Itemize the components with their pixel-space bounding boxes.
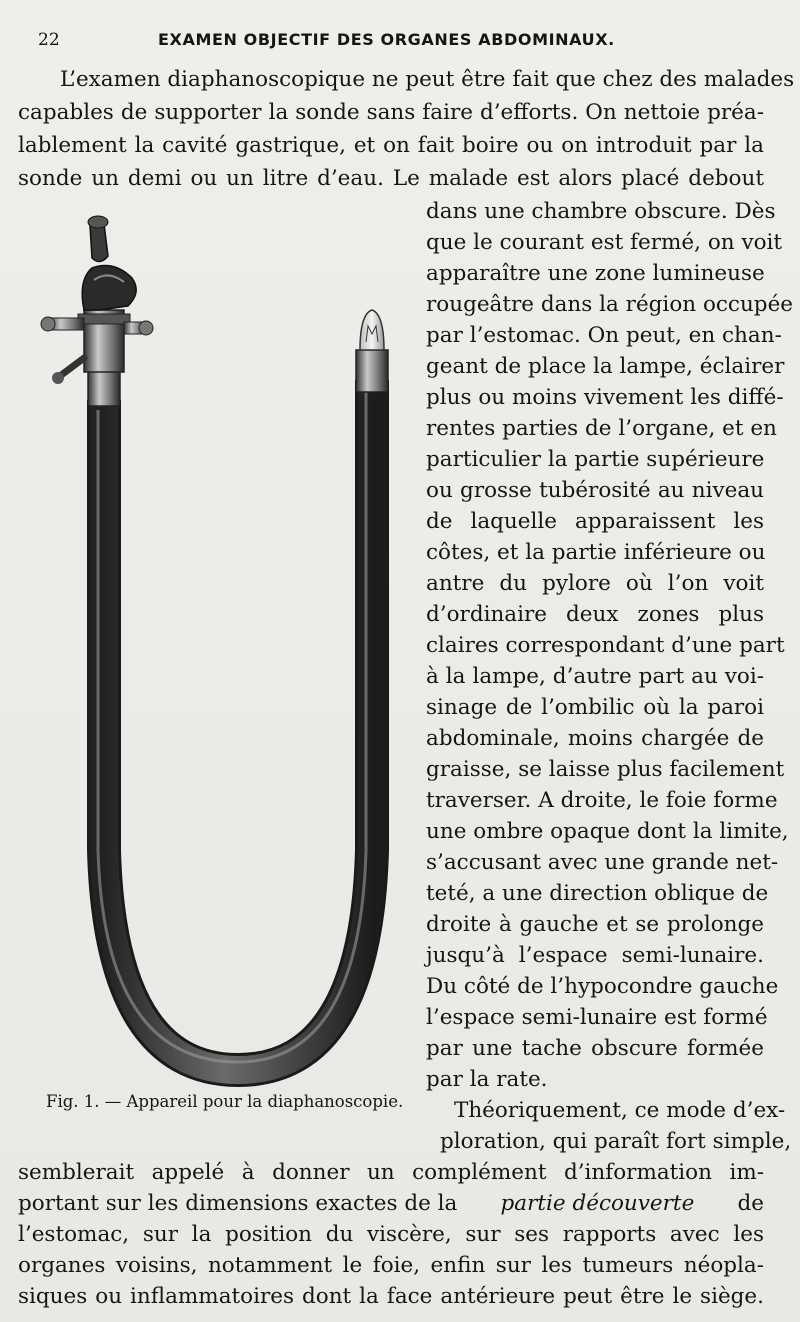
text-line: d’ordinaire deux zones plus <box>426 602 764 627</box>
text-line: capables de supporter la sonde sans faire d’efforts. On nettoie préa- <box>18 100 764 125</box>
text-line: L’examen diaphanoscopique ne peut être fait que chez des malades <box>60 67 795 92</box>
text-line-with-italic <box>18 1189 764 1219</box>
text-line: à la lampe, d’autre part au voi- <box>426 664 764 689</box>
page-number: 22 <box>38 30 60 50</box>
text-line: antre du pylore où l’on voit <box>426 571 764 596</box>
text-line: l’estomac, sur la position du viscère, sur ses rapports avec les <box>18 1222 764 1247</box>
italic-phrase: partie découverte <box>500 1191 695 1216</box>
text-line: l’espace semi-lunaire est formé <box>426 1005 768 1030</box>
text-line: sonde un demi ou un litre d’eau. Le malade est alors placé debout <box>18 166 764 191</box>
text-line: côtes, et la partie inférieure ou <box>426 540 766 565</box>
text-segment: portant sur les dimensions exactes de la <box>18 1191 458 1216</box>
diaphanoscope-tube-icon <box>38 210 418 1090</box>
text-line: graisse, se laisse plus facilement <box>426 757 785 782</box>
text-line: plus ou moins vivement les diffé- <box>426 385 784 410</box>
text-segment: de <box>737 1191 764 1216</box>
text-line: jusqu’à l’espace semi-lunaire. <box>426 943 764 968</box>
text-line: de laquelle apparaissent les <box>426 509 764 534</box>
text-line: geant de place la lampe, éclairer <box>426 354 785 379</box>
text-line: une ombre opaque dont la limite, <box>426 819 789 844</box>
page-header <box>38 30 768 60</box>
text-line: particulier la partie supérieure <box>426 447 765 472</box>
text-line: traverser. A droite, le foie forme <box>426 788 778 813</box>
text-line: par la rate. <box>426 1067 548 1092</box>
text-line: s’accusant avec une grande net- <box>426 850 779 875</box>
text-line: Théoriquement, ce mode d’ex- <box>454 1098 786 1123</box>
diaphanoscope-tube-illustration <box>38 210 418 1090</box>
text-line: rougeâtre dans la région occupée <box>426 292 794 317</box>
text-line: lablement la cavité gastrique, et on fait boire ou on introduit par la <box>18 133 764 158</box>
text-line: teté, a une direction oblique de <box>426 881 769 906</box>
text-line: siques ou inflammatoires dont la face antérieure peut être le siège. <box>18 1284 764 1309</box>
text-line: rentes parties de l’organe, et en <box>426 416 777 441</box>
text-line: ploration, qui paraît fort simple, <box>440 1129 792 1154</box>
text-line: semblerait appelé à donner un complément d’information im- <box>18 1160 764 1185</box>
text-line: par l’estomac. On peut, en chan- <box>426 323 782 348</box>
text-line: droite à gauche et se prolonge <box>426 912 764 937</box>
text-line: claires correspondant d’une part <box>426 633 785 658</box>
text-line: ou grosse tubérosité au niveau <box>426 478 764 503</box>
text-line: dans une chambre obscure. Dès <box>426 199 776 224</box>
text-line: sinage de l’ombilic où la paroi <box>426 695 764 720</box>
text-line: que le courant est fermé, on voit <box>426 230 783 255</box>
figure-caption: Fig. 1. — Appareil pour la diaphanoscopie. <box>46 1092 404 1111</box>
text-line: organes voisins, notamment le foie, enfin sur les tumeurs néopla- <box>18 1253 764 1278</box>
text-line: par une tache obscure formée <box>426 1036 764 1061</box>
text-line: abdominale, moins chargée de <box>426 726 764 751</box>
running-title: EXAMEN OBJECTIF DES ORGANES ABDOMINAUX. <box>158 30 615 49</box>
text-line: apparaître une zone lumineuse <box>426 261 765 286</box>
text-line: Du côté de l’hypocondre gauche <box>426 974 779 999</box>
